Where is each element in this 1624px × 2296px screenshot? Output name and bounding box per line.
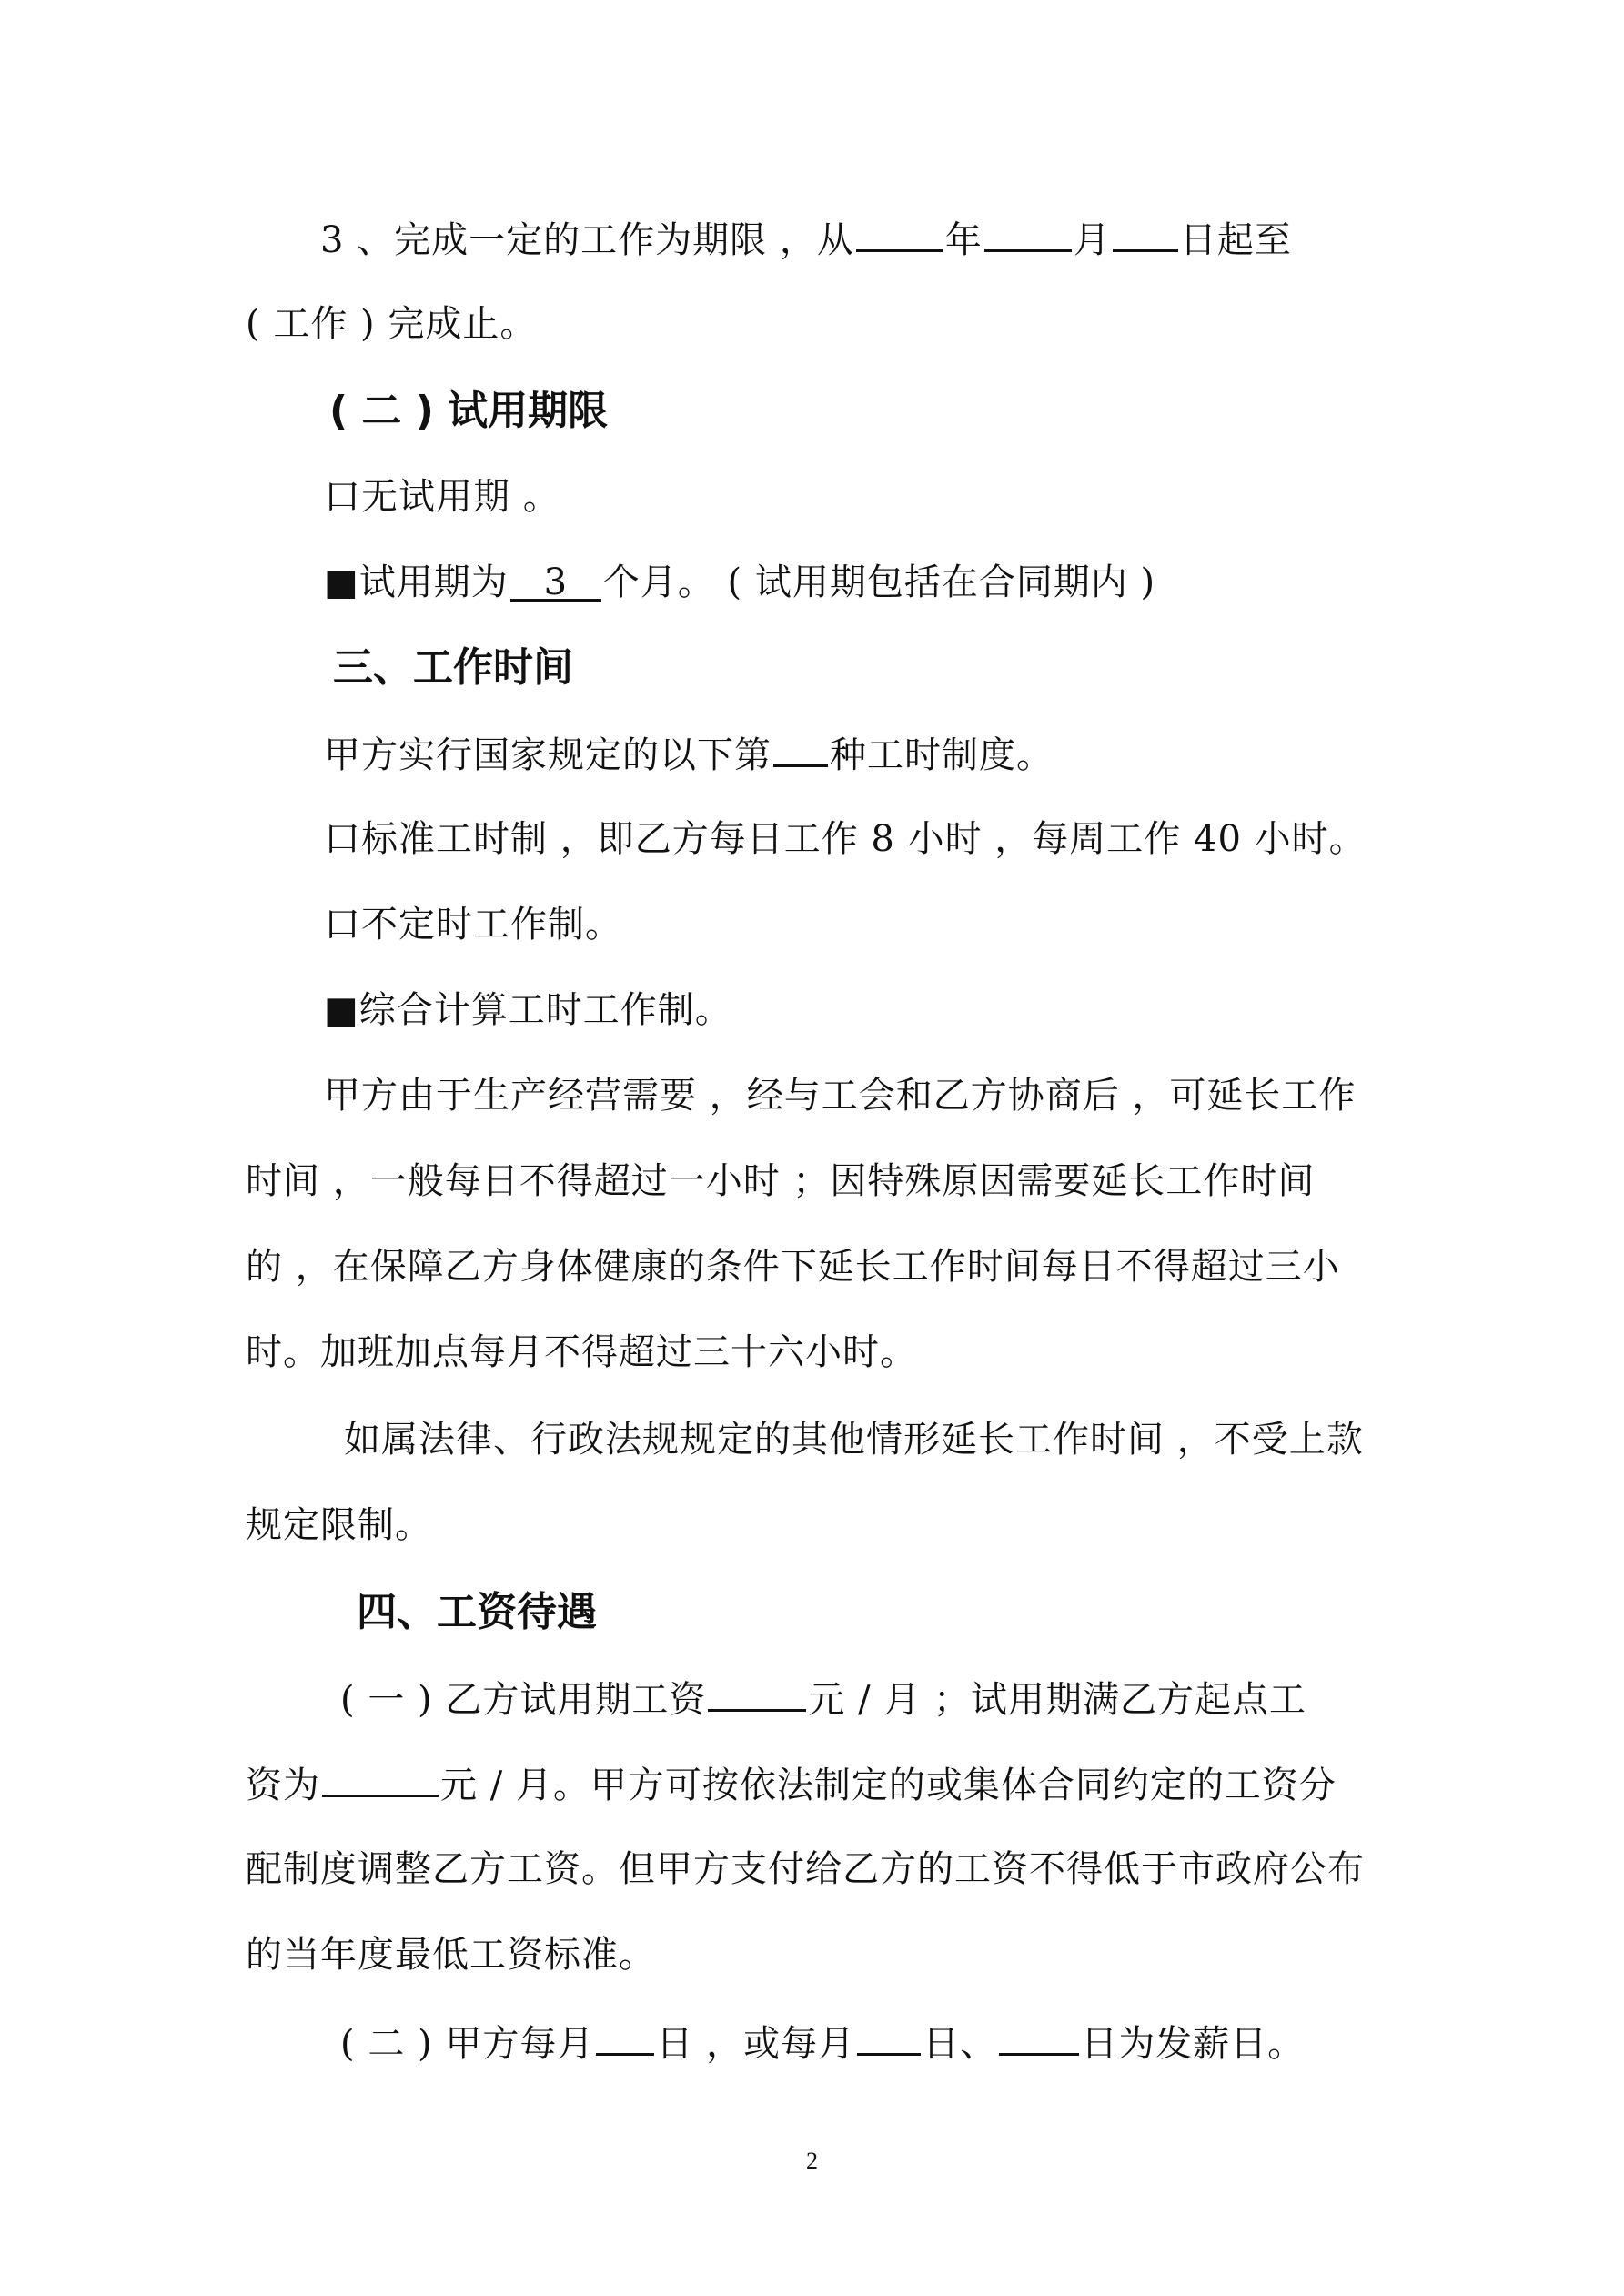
term-item-3-text: 3 、完成一定的工作为期限 ，从	[320, 219, 854, 261]
wage-item-1-line4: 的当年度最低工资标准。	[246, 1934, 656, 1976]
trial-wage-blank	[708, 1671, 806, 1712]
overtime-paragraph-line: 的 ，在保障乙方身体健康的条件下延长工作时间每日不得超过三小	[246, 1246, 1340, 1288]
overtime-paragraph-line: 时间 ，一般每日不得超过一小时 ；因特殊原因需要延长工作时间	[246, 1160, 1316, 1202]
section-heading-work-time: 三、工作时间	[333, 644, 573, 691]
page-number: 2	[806, 2148, 818, 2174]
payday-blank-1	[596, 2015, 654, 2056]
system-number-blank	[773, 726, 828, 767]
law-exception-line: 规定限制。	[246, 1504, 432, 1546]
payday-blank-3	[999, 2015, 1079, 2056]
overtime-paragraph-line: 甲方由于生产经营需要 ，经与工会和乙方协商后 ，可延长工作	[324, 1075, 1357, 1117]
wage-item-1-line3: 配制度调整乙方工资。但甲方支付给乙方的工资不得低于市政府公布	[246, 1848, 1365, 1890]
wage-item-1-line1: ( 一 ) 乙方试用期工资 元 / 月 ；试用期满乙方起点工	[340, 1671, 1306, 1725]
term-item-3-line1	[320, 211, 1292, 266]
day-blank	[1113, 211, 1178, 252]
wage-item-2-line: ( 二 ) 甲方每月 日 ，或每月 日、 日为发薪日。	[340, 2015, 1305, 2069]
day-label: 日起至	[1179, 219, 1292, 261]
flexible-hours-option: 口不定时工作制。	[324, 904, 622, 946]
starting-wage-blank	[322, 1756, 439, 1797]
trial-period-option: ■试用期为 3 个月。 ( 试用期包括在合同期内 )	[324, 561, 1156, 603]
year-blank	[856, 211, 943, 252]
year-label: 年	[944, 219, 983, 261]
month-label: 月	[1073, 219, 1111, 261]
section-heading-wages: 四、工资待遇	[357, 1589, 597, 1635]
month-blank	[984, 211, 1072, 252]
trial-months-value: 3	[510, 561, 601, 602]
section-heading-trial: ( 二 ) 试用期限	[329, 388, 609, 434]
payday-blank-2	[857, 2015, 921, 2056]
trial-none-option: 口无试用期 。	[324, 476, 560, 518]
overtime-paragraph-line: 时。加班加点每月不得超过三十六小时。	[246, 1331, 917, 1373]
law-exception-line: 如属法律、行政法规规定的其他情形延长工作时间 ，不受上款	[344, 1419, 1364, 1461]
work-time-intro: 甲方实行国家规定的以下第 种工时制度。	[324, 726, 1054, 781]
wage-item-1-line2: 资为 元 / 月。甲方可按依法制定的或集体合同约定的工资分	[246, 1756, 1337, 1811]
standard-hours-option: 口标准工时制 ，即乙方每日工作 8 小时 ，每周工作 40 小时。	[324, 818, 1367, 860]
term-item-3-line2: ( 工作 ) 完成止。	[246, 303, 538, 345]
comprehensive-hours-option: ■综合计算工时工作制。	[324, 989, 732, 1031]
